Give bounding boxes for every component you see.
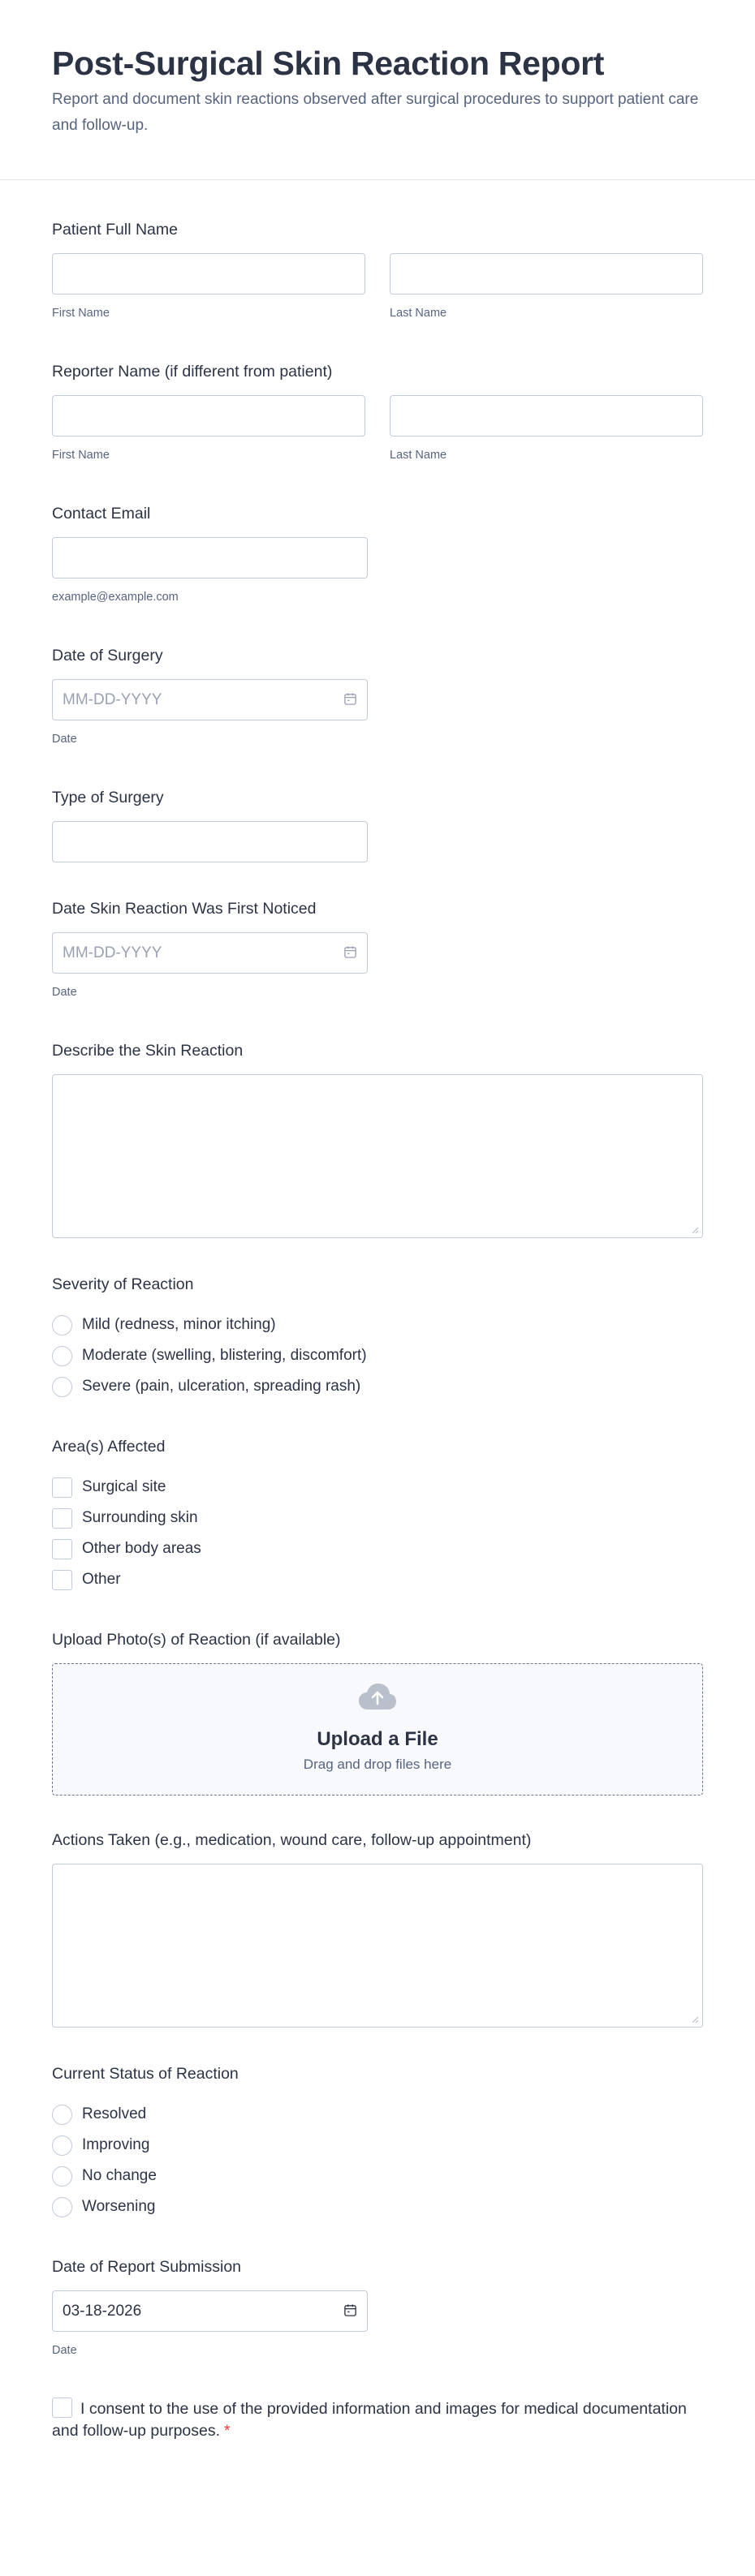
area-option[interactable] (52, 1472, 703, 1503)
surgery-type-field (52, 787, 703, 862)
file-upload-dropzone[interactable] (52, 1663, 703, 1795)
checkbox[interactable] (52, 1508, 72, 1529)
reporter-last-name-input[interactable] (390, 395, 703, 437)
upload-subtitle: Drag and drop files here (303, 1757, 452, 1772)
photos-label: Upload Photo(s) of Reaction (if available) (52, 1631, 341, 1649)
checkbox[interactable] (52, 1477, 72, 1498)
required-asterisk: * (224, 2422, 231, 2440)
radio-button[interactable] (52, 1377, 72, 1397)
actions-field (52, 1830, 703, 2028)
patient-first-name-input[interactable] (52, 253, 365, 295)
area-option[interactable] (52, 1564, 703, 1595)
reporter-first-name-input[interactable] (52, 395, 365, 437)
calendar-icon[interactable] (343, 2303, 357, 2317)
reaction-date-label: Date Skin Reaction Was First Noticed (52, 900, 317, 918)
surgery-date-input[interactable] (52, 679, 368, 720)
actions-textarea[interactable] (52, 1864, 703, 2028)
radio-button[interactable] (52, 2135, 72, 2156)
contact-email-sublabel: example@example.com (52, 591, 179, 604)
cloud-upload-icon (357, 1682, 398, 1713)
consent-checkbox[interactable] (52, 2398, 72, 2418)
area-option-label: Surgical site (82, 1478, 166, 1495)
severity-option-label: Mild (redness, minor itching) (82, 1316, 276, 1333)
status-option[interactable] (52, 2099, 703, 2130)
status-field (52, 2063, 703, 2222)
status-option[interactable] (52, 2130, 703, 2161)
severity-option[interactable] (52, 1310, 703, 1340)
radio-button[interactable] (52, 2105, 72, 2125)
areas-label: Area(s) Affected (52, 1438, 166, 1456)
severity-field (52, 1274, 703, 1402)
radio-button[interactable] (52, 1315, 72, 1335)
status-option-label: No change (82, 2167, 157, 2184)
severity-option-label: Moderate (swelling, blistering, discomfort) (82, 1347, 367, 1364)
patient-last-name-sublabel: Last Name (390, 307, 447, 320)
report-date-value: 03-18-2026 (63, 2302, 142, 2320)
reaction-date-field (52, 898, 703, 1000)
page-title: Post-Surgical Skin Reaction Report (52, 45, 605, 82)
consent-text-block (52, 2397, 703, 2442)
area-option[interactable] (52, 1503, 703, 1533)
surgery-type-label: Type of Surgery (52, 789, 164, 806)
status-option-label: Worsening (82, 2198, 156, 2215)
reaction-description-textarea[interactable] (52, 1074, 703, 1238)
area-option-label: Other body areas (82, 1540, 201, 1557)
reaction-date-input[interactable] (52, 932, 368, 974)
area-option-label: Other (82, 1571, 121, 1588)
calendar-icon[interactable] (343, 692, 357, 706)
reaction-date-sublabel: Date (52, 986, 77, 999)
patient-last-name-input[interactable] (390, 253, 703, 295)
resize-handle-icon[interactable] (691, 2015, 699, 2023)
reaction-date-placeholder: MM-DD-YYYY (63, 944, 162, 961)
severity-option-label: Severe (pain, ulceration, spreading rash) (82, 1378, 361, 1395)
form-header (0, 0, 755, 180)
form-body (0, 219, 755, 2442)
reaction-description-label: Describe the Skin Reaction (52, 1042, 244, 1060)
status-label: Current Status of Reaction (52, 2065, 239, 2083)
page-subtitle: Report and document skin reactions observed after surgical procedures to support patient care and follow-up. (52, 91, 699, 134)
surgery-date-label: Date of Surgery (52, 647, 163, 664)
report-date-field (52, 2256, 703, 2358)
resize-handle-icon[interactable] (691, 1226, 699, 1234)
areas-field (52, 1436, 703, 1595)
report-date-input[interactable] (52, 2290, 368, 2332)
contact-email-field (52, 503, 703, 604)
severity-option[interactable] (52, 1371, 703, 1402)
report-date-sublabel: Date (52, 2344, 77, 2357)
contact-email-label: Contact Email (52, 505, 151, 523)
status-option-label: Improving (82, 2136, 150, 2153)
consent-field (52, 2397, 703, 2442)
consent-text: I consent to the use of the provided information and images for medical documentation and follow-up purposes. (52, 2400, 687, 2440)
severity-label: Severity of Reaction (52, 1275, 194, 1293)
upload-title: Upload a File (317, 1728, 438, 1750)
surgery-date-field (52, 645, 703, 746)
calendar-icon[interactable] (343, 945, 357, 959)
checkbox[interactable] (52, 1570, 72, 1590)
reporter-last-name-sublabel: Last Name (390, 449, 447, 462)
radio-button[interactable] (52, 1346, 72, 1366)
reaction-description-field (52, 1040, 703, 1238)
report-date-label: Date of Report Submission (52, 2258, 242, 2276)
checkbox[interactable] (52, 1539, 72, 1559)
area-option-label: Surrounding skin (82, 1509, 198, 1526)
reporter-first-name-sublabel: First Name (52, 449, 110, 462)
patient-first-name-sublabel: First Name (52, 307, 110, 320)
status-option-label: Resolved (82, 2105, 147, 2122)
radio-button[interactable] (52, 2166, 72, 2187)
status-option[interactable] (52, 2161, 703, 2191)
surgery-type-input[interactable] (52, 821, 368, 862)
area-option[interactable] (52, 1533, 703, 1564)
reporter-name-field (52, 361, 703, 462)
photos-field (52, 1629, 703, 1795)
actions-label: Actions Taken (e.g., medication, wound care, follow-up appointment) (52, 1831, 532, 1849)
contact-email-input[interactable] (52, 537, 368, 578)
severity-option[interactable] (52, 1340, 703, 1371)
status-option[interactable] (52, 2191, 703, 2222)
radio-button[interactable] (52, 2197, 72, 2217)
reporter-name-label: Reporter Name (if different from patient) (52, 363, 333, 381)
patient-name-label: Patient Full Name (52, 221, 178, 239)
surgery-date-sublabel: Date (52, 733, 77, 746)
surgery-date-placeholder: MM-DD-YYYY (63, 690, 162, 708)
patient-name-field (52, 219, 703, 320)
